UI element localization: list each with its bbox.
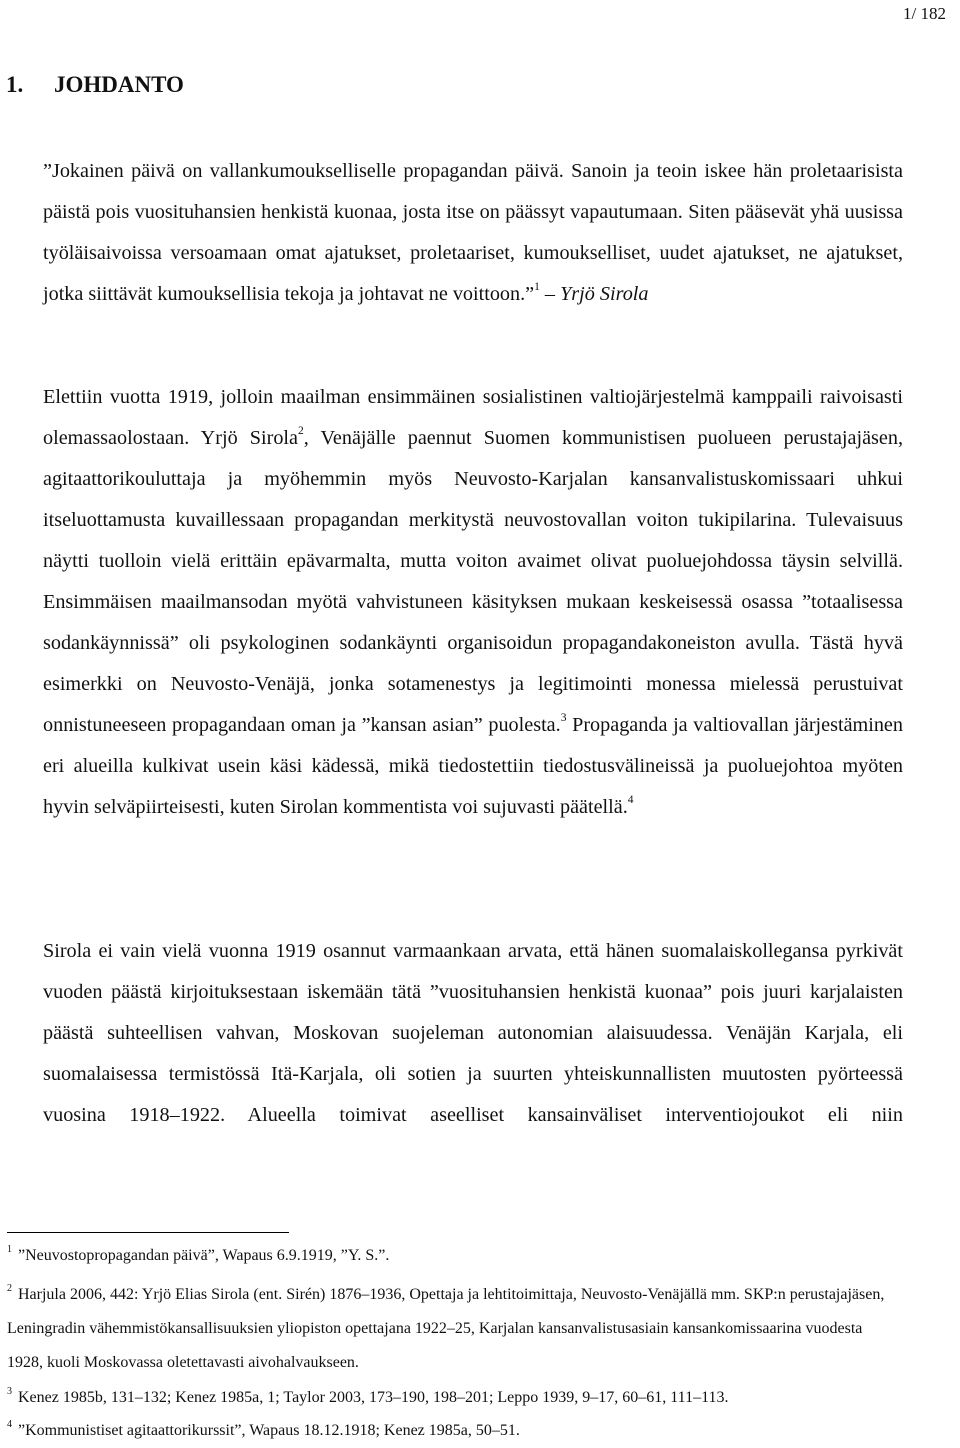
footnote-2	[7, 1278, 897, 1380]
footnote-ref-3[interactable]: 3	[560, 712, 567, 725]
chapter-title: JOHDANTO	[54, 72, 184, 97]
chapter-heading	[6, 72, 184, 98]
footnote-ref-2[interactable]: 2	[298, 425, 304, 438]
quote-dash: –	[539, 283, 561, 305]
chapter-number: 1.	[6, 72, 24, 97]
paragraph-1	[43, 377, 903, 828]
footnote-text: Kenez 1985b, 131–132; Kenez 1985a, 1; Taylor 2003, 173–190, 198–201; Leppo 1939, 9–17, 60–61, 111–113.	[18, 1389, 729, 1406]
opening-quote	[43, 151, 903, 315]
footnote-number: 4	[7, 1418, 12, 1430]
footnote-1	[7, 1239, 897, 1273]
footnote-separator	[7, 1232, 289, 1233]
quote-author: Yrjö Sirola	[560, 283, 649, 305]
footnote-3	[7, 1381, 897, 1415]
paragraph-1-part-c: Propaganda ja valtiovallan järjestäminen eri alueilla kulkivat usein käsi kädessä, mikä tiedostettiin tiedostusvälineissä ja puoluejohtoa myöten hyvin selväpiirteisesti, kuten Sirolan kommentista voi sujuvasti päätellä.	[43, 714, 903, 818]
paragraph-1-part-b: , Venäjälle paennut Suomen kommunistisen puolueen perustajajäsen, agitaattorikouluttaja ja myöhemmin myös Neuvosto-Karjalan kansanvalistuskomissaari uhkui itseluottamusta kuvaillessaan propagandan merkitystä neuvostovallan voiton tukipilarina. Tulevaisuus näytti tuolloin vielä erittäin epävarmalta, mutta voiton avaimet olivat puoluejohdossa täysin selvillä. Ensimmäisen maailmansodan myötä vahvistuneen käsityksen mukaan keskeisessä osassa ”totaalisessa sodankäynnissä” oli psykologinen sodankäynti organisoidun propagandakoneiston avulla. Tästä hyvä esimerkki on Neuvosto-Venäjä, jonka sotamenestys ja legitimointi monessa mielessä perustuivat onnistuneeseen propagandaan oman ja ”kansan asian” puolesta.	[43, 427, 904, 736]
footnote-number: 2	[7, 1282, 12, 1294]
footnote-text: ”Neuvostopropagandan päivä”, Wapaus 6.9.1919, ”Y. S.”.	[18, 1247, 390, 1264]
footnote-number: 3	[7, 1385, 12, 1397]
footnote-4	[7, 1414, 897, 1448]
footnote-ref-4[interactable]: 4	[627, 794, 634, 807]
footnote-text: Harjula 2006, 442: Yrjö Elias Sirola (ent. Sirén) 1876–1936, Opettaja ja lehtitoimittaja, Neuvosto-Venäjällä mm. SKP:n perustajajäsen, Leningradin vähemmistökansallisuuksien yliopiston opettajana 1922–25, Karjalan kansanvalistusasiain kansankomissaarina vuodesta 1928, kuoli Moskovassa oletettavasti aivohalvaukseen.	[7, 1286, 885, 1371]
page-number: 1/ 182	[903, 4, 946, 23]
footnote-text: ”Kommunistiset agitaattorikurssit”, Wapaus 18.12.1918; Kenez 1985a, 50–51.	[18, 1422, 520, 1439]
paragraph-2: Sirola ei vain vielä vuonna 1919 osannut varmaankaan arvata, että hänen suomalaiskollegansa pyrkivät vuoden päästä kirjoituksestaan iskemään tätä ”vuosituhansien henkistä kuonaa” pois juuri karjalaisten päästä suhteellisen vahvan, Moskovan suojeleman autonomian alaisuudessa. Venäjän Karjala, eli suomalaisessa termistössä Itä-Karjala, oli sotien ja suurten yhteiskunnallisten muutosten pyörteessä vuosina 1918–1922. Alueella toimivat aseelliset kansainväliset interventiojoukot eli niin	[43, 940, 903, 1126]
quote-text: ”Jokainen päivä on vallankumoukselliselle propagandan päivä. Sanoin ja teoin iskee hän proletaarisista päistä pois vuosituhansien henkistä kuonaa, josta itse on päässyt vapautumaan. Siten pääsevät yhä uusissa työläisaivoissa versoamaan omat ajatukset, proletaariset, kumoukselliset, uudet ajatukset, ne ajatukset, jotka siittävät kumouksellisia tekoja ja johtavat ne voittoon.”	[43, 160, 903, 305]
paragraph-1-part-a: Elettiin vuotta 1919, jolloin maailman ensimmäinen sosialistinen valtiojärjestelmä kamppaili raivoisasti olemassaolostaan. Yrjö Sirola	[43, 386, 903, 449]
footnote-ref-1[interactable]: 1	[534, 281, 540, 294]
footnote-number: 1	[7, 1243, 12, 1255]
